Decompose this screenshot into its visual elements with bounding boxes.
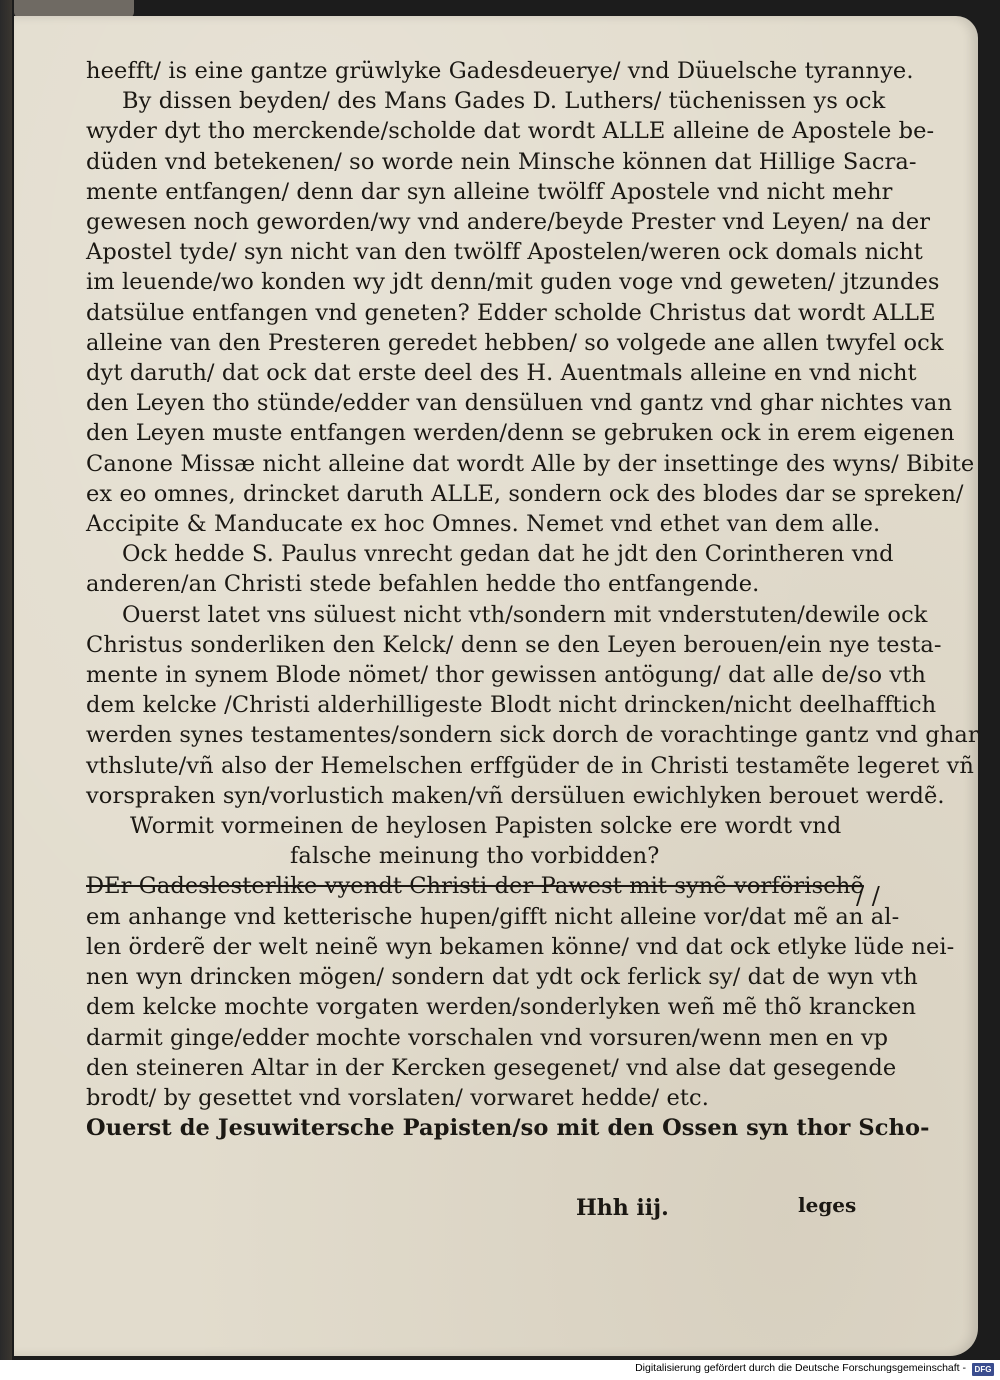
dfg-logo: DFG [972,1363,994,1376]
catchword: leges [798,1193,857,1217]
text-line: dem kelcke mochte vorgaten werden/sonderlyken weñ mẽ thõ krancken [86,994,917,1021]
footer-bar [0,1360,1000,1380]
signature-mark: Hhh iij. [576,1195,669,1221]
text-line: werden synes testamentes/sondern sick dorch de vorachtinge gantz vnd ghar [86,722,979,749]
text-line: Christus sonderliken den Kelck/ denn se den Leyen berouen/ein nye testa- [86,631,942,658]
text-line: heefft/ is eine gantze grüwlyke Gadesdeuerye/ vnd Düuelsche tyrannye. [86,58,914,84]
text-line: em anhange vnd ketterische hupen/gifft nicht alleine vor/dat mẽ an al- [86,903,900,930]
text-line: anderen/an Christi stede befahlen hedde tho entfangende. [86,571,760,598]
text-line: brodt/ by gesettet vnd vorslaten/ vorwaret hedde/ etc. [86,1084,709,1111]
digitization-credit: Digitalisierung gefördert durch die Deutsche Forschungsgemeinschaft - [635,1362,966,1374]
page-text [86,56,979,1143]
text-line: alleine van den Presteren geredet hebben/ so volgede ane allen twyfel ock [86,329,944,356]
text-line: dyt daruth/ dat ock dat erste deel des H. Auentmals alleine en vnd nicht [86,360,917,387]
text-line: Ock hedde S. Paulus vnrecht gedan dat he jdt den Corintheren vnd [122,541,894,568]
text-line: Accipite & Manducate ex hoc Omnes. Nemet vnd ethet van dem alle. [86,511,881,538]
text-line: den Leyen muste entfangen werden/denn se gebruken ock in erem eigenen [86,420,955,447]
text-line: vorspraken syn/vorlustich maken/vñ dersüluen ewichlyken berouet werdẽ. [86,782,945,809]
text-line: darmit ginge/edder mochte vorschalen vnd vorsuren/wenn men en vp [86,1024,889,1051]
text-line: mente entfangen/ denn dar syn alleine twölff Apostele vnd nicht mehr [86,178,893,205]
text-line: ex eo omnes, drincket daruth ALLE, sondern ock des blodes dar se spreken/ [86,480,964,507]
text-line: dem kelcke /Christi alderhilligeste Blodt nicht drincken/nicht deelhafftich [86,692,937,719]
text-line: Ouerst latet vns süluest nicht vth/sondern mit vnderstuten/dewile ock [122,601,928,628]
text-line: vthslute/vñ also der Hemelschen erffgüder de in Christi testamẽte legeret vñ [86,752,974,779]
text-line: mente in synem Blode nömet/ thor gewissen antögung/ dat alle de/so vth [86,662,926,689]
text-line: len örderẽ der welt neinẽ wyn bekamen könne/ vnd dat ock etlyke lüde nei- [86,933,955,960]
text-line: falsche meinung tho vorbidden? [290,843,660,870]
text-line: Wormit vormeinen de heylosen Papisten solcke ere wordt vnd [130,813,842,840]
text-line: gewesen noch geworden/wy vnd andere/beyde Prester vnd Leyen/ na der [86,209,931,236]
text-line: datsülue entfangen vnd geneten? Edder scholde Christus dat wordt ALLE [86,299,936,326]
scan-edge [0,0,12,1360]
text-line: nen wyn drincken mögen/ sondern dat ydt ock ferlick sy/ dat de wyn vth [86,964,918,991]
text-line: Ouerst de Jesuwitersche Papisten/so mit den Ossen syn thor Scho- [86,1115,930,1142]
text-line: düden vnd betekenen/ so worde nein Minsche können dat Hillige Sacra- [86,148,917,175]
text-line: im leuende/wo konden wy jdt denn/mit guden voge vnd geweten/ jtzundes [86,269,940,296]
text-line: By dissen beyden/ des Mans Gades D. Luthers/ tüchenissen ys ock [122,88,886,115]
text-line: Apostel tyde/ syn nicht van den twölff Apostelen/weren ock domals nicht [86,239,923,266]
text-line: den Leyen tho stünde/edder van densüluen vnd gantz vnd ghar nichtes van [86,390,953,417]
text-line: DEr Gadeslesterlike vyendt Christi der Pawest mit synẽ vorförischẽ [86,873,864,900]
text-line: wyder dyt tho merckende/scholde dat wordt ALLE alleine de Apostele be- [86,118,935,145]
text-line: Canone Missæ nicht alleine dat wordt Alle by der insettinge des wyns/ Bibite [86,450,975,477]
text-line: den steineren Altar in der Kercken gesegenet/ vnd alse dat gesegende [86,1054,897,1081]
margin-mark: / / [856,882,880,910]
